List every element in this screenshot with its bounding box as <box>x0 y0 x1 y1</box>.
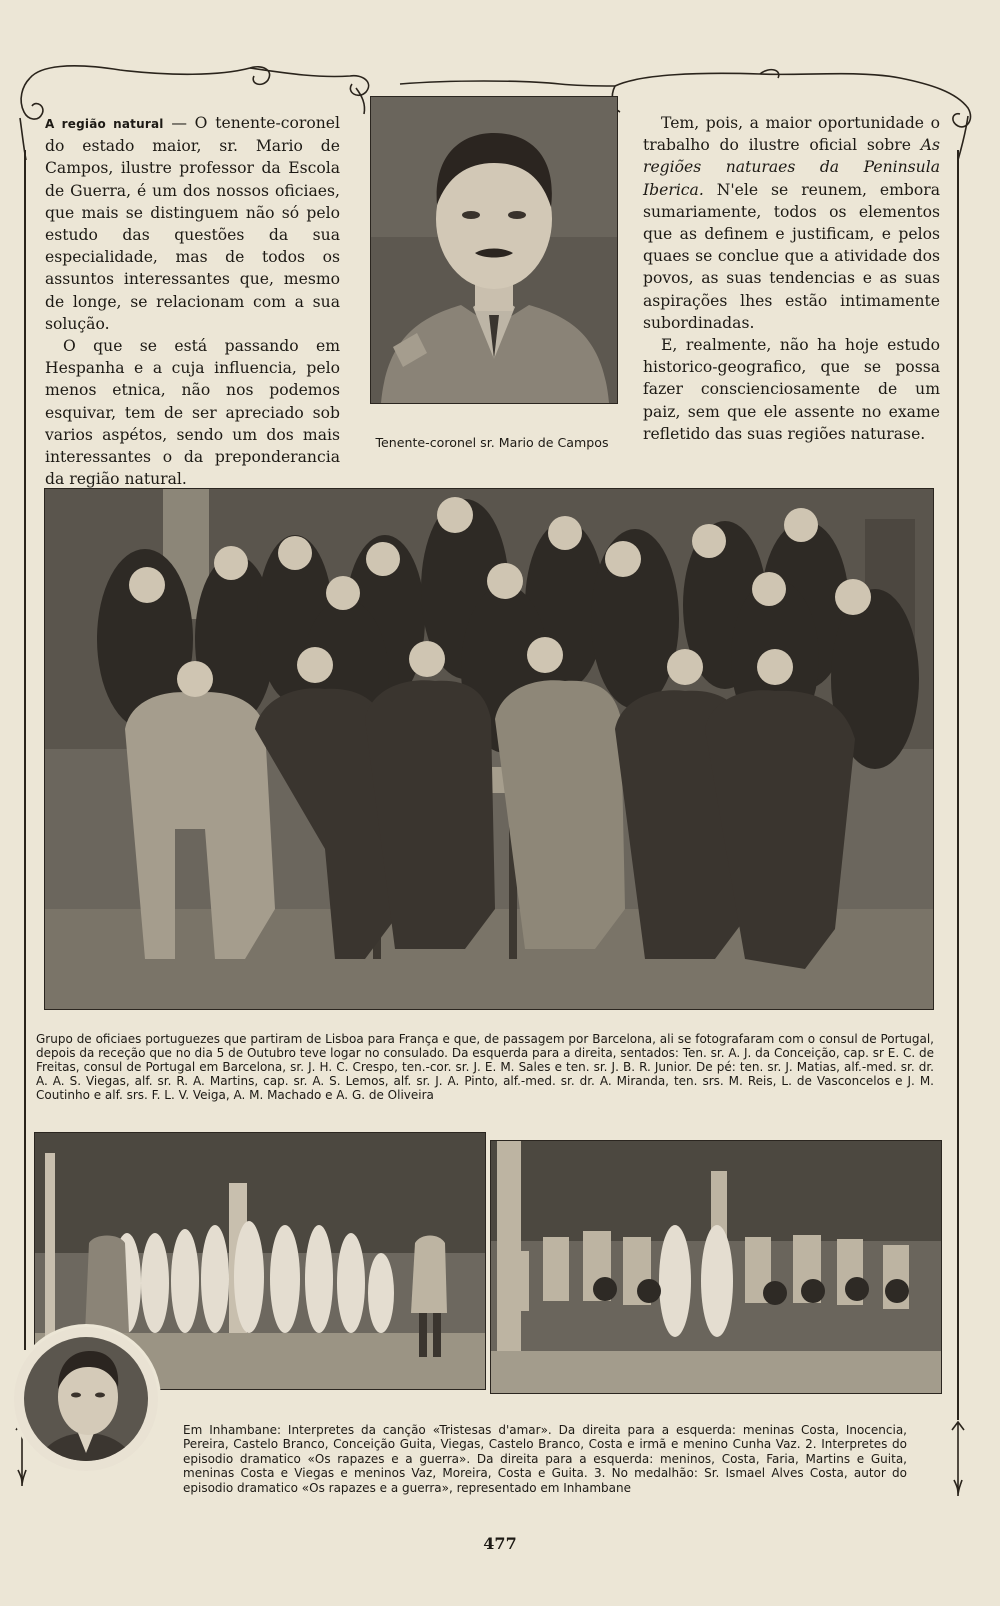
article-book-title: As regiões naturaes da Peninsula Iberica. <box>643 136 940 199</box>
article-right-para-1a: Tem, pois, a maior oportunidade o trabalho do ilustre oficial sobre <box>643 114 940 155</box>
article-right-column <box>643 112 940 445</box>
portrait-figure <box>371 97 617 403</box>
article-right-para-1b: N'ele se reunem, embora sumariamente, todos os elementos que as definem e justificam, e pelos quaes se conclue que a atividade dos povos, as suas tendencias e as suas aspirações lhes estão intimamente subordinadas. <box>643 180 940 332</box>
medallion-portrait-figure <box>14 1327 158 1471</box>
page-number: 477 <box>483 1534 517 1553</box>
photo-boys-drama <box>490 1140 942 1394</box>
article-left-para-2: O que se está passando em Hespanha e a cuja influencia, pelo menos etnica, não nos podemos esquivar, tem de ser apreciado sob varios aspétos, sendo um dos mais interessantes o da preponderancia da região natural. <box>45 337 340 489</box>
portrait-photo <box>370 96 618 404</box>
group-photo-caption: Grupo de oficiaes portuguezes que partiram de Lisboa para França e que, de passagem por Barcelona, ali se fotografaram com o consul de Portugal, depois da receção que no dia 5 de Outubro teve logar no consulado. Da esquerda para a direita, sentados: Ten. sr. A. J. da Conceição, cap. sr E. C. de Freitas, consul de Portugal em Barcelona, sr. J. H. C. Crespo, ten.-cor. sr. J. E. M. Sales e ten. sr. J. B. R. Junior. De pé: ten. sr. J. Matias, alf.-med. sr. dr. A. A. S. Viegas, alf. sr. R. A. Martins, cap. sr. A. S. Lemos, alf. sr. J. A. Pinto, alf.-med. sr. dr. A. Miranda, ten. srs. M. Reis, L. de Vasconcelos e J. M. Coutinho e alf. srs. F. L. V. Veiga, A. M. Machado e A. G. de Oliveira <box>36 1032 934 1102</box>
medallion-portrait <box>14 1327 158 1471</box>
left-frame-line <box>24 150 26 1350</box>
photo-boys-drama-scene <box>491 1141 941 1393</box>
group-photo-scene <box>45 489 933 1009</box>
inhambane-caption: Em Inhambane: Interpretes da canção «Tristesas d'amar». Da direita para a esquerda: meninas Costa, Inocencia, Pereira, Castelo Branco, Conceição Guita, Viegas, Castelo Branco, Costa e irmã e menino Cunha Vaz. 2. Interpretes do episodio dramatico «Os rapazes e a guerra». Da direita para a esquerda: meninos, Costa, Faria, Martins e Guita, meninas Costa e Viegas e meninos Vaz, Moreira, Costa e Guita. 3. No medalhão: Sr. Ismael Alves Costa, autor do episodio dramatico «Os rapazes e a guerra», representado em Inhambane <box>183 1423 907 1495</box>
right-frame-line <box>957 150 959 1420</box>
article-right-para-2: E, realmente, não ha hoje estudo historico-geografico, que se possa fazer conscienciosamente de um paiz, sem que ele assente no exame refletido das suas regiões naturase. <box>643 336 940 443</box>
group-photo <box>44 488 934 1010</box>
article-lead-title: A região natural <box>45 117 164 131</box>
right-bottom-finial <box>946 1420 970 1500</box>
portrait-caption: Tenente-coronel sr. Mario de Campos <box>375 435 609 450</box>
article-left-column <box>45 112 340 490</box>
article-left-para-1: — O tenente-coronel do estado maior, sr. Mario de Campos, ilustre professor da Escola de Guerra, é um dos nossos oficiaes, que mais se distinguem não só pelo estudo das questões da sua especialidade, mas de todos os assuntos interessantes que, mesmo de longe, se relacionam com a sua solução. <box>45 114 340 333</box>
